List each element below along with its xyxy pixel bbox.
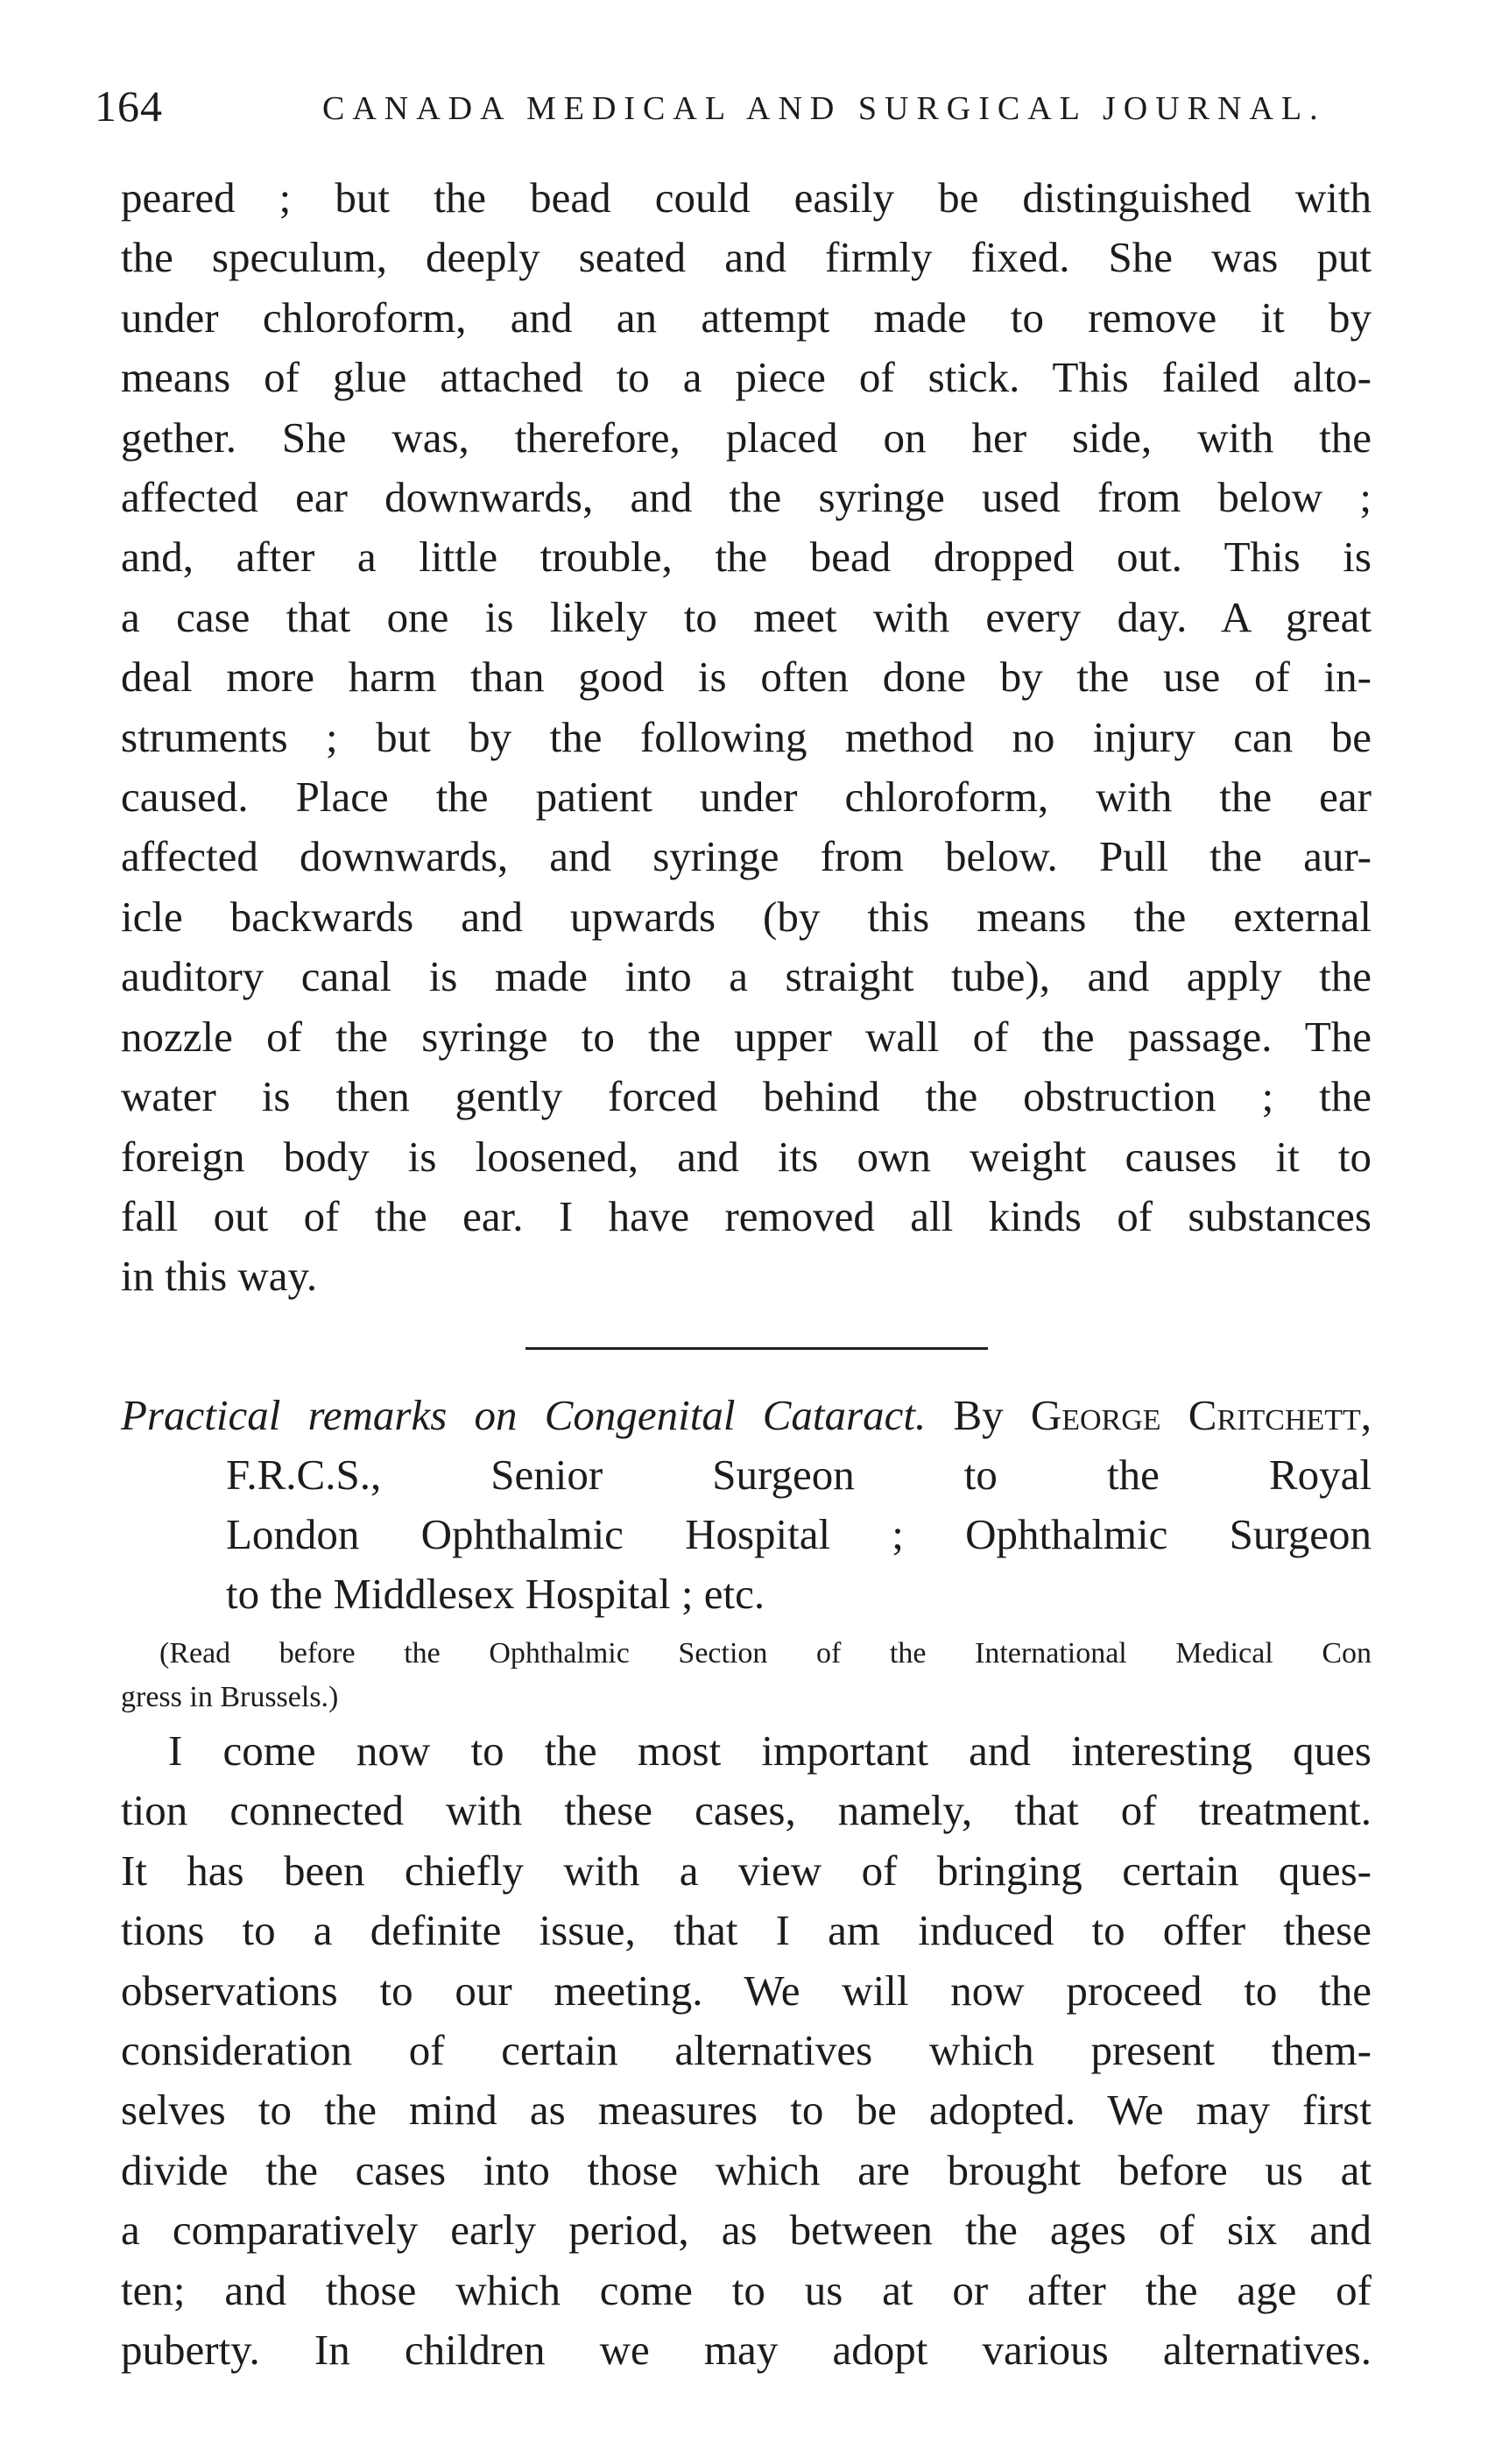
text-line: deal more harm than good is often done by the use of in- (121, 653, 1372, 702)
text-line: It has been chiefly with a view of bringing certain ques- (121, 1846, 1372, 1895)
text-line: water is then gently forced behind the obstruction ; the (121, 1072, 1372, 1121)
article-heading (121, 1386, 1372, 1624)
text-line: affected downwards, and syringe from below. Pull the aur- (121, 832, 1372, 881)
text-line: fall out of the ear. I have removed all kinds of substances (121, 1191, 1372, 1240)
text-line: ten; and those which come to us at or after the age of (121, 2265, 1372, 2314)
text-line: observations to our meeting. We will now proceed to the (121, 1966, 1372, 2015)
text-line: the speculum, deeply seated and firmly fixed. She was put (121, 233, 1372, 282)
text-line: tions to a definite issue, that I am induced to offer these (121, 1906, 1372, 1955)
text-line: foreign body is loosened, and its own weight causes it to (121, 1132, 1372, 1181)
heading-line: to the Middlesex Hospital ; etc. (226, 1570, 765, 1618)
text-line: divide the cases into those which are brought before us at (121, 2145, 1372, 2194)
article-body (121, 1721, 1372, 2380)
heading-line: F.R.C.S., Senior Surgeon to the Royal (226, 1451, 1372, 1499)
text-line: tion connected with these cases, namely, that of treatment. (121, 1786, 1372, 1835)
text-line: and, after a little trouble, the bead dropped out. This is (121, 533, 1372, 582)
text-line: caused. Place the patient under chloroform, with the ear (121, 773, 1372, 822)
text-line: gether. She was, therefore, placed on her side, with the (121, 413, 1372, 462)
text-line: means of glue attached to a piece of stick. This failed alto- (121, 353, 1372, 402)
journal-title: CANADA MEDICAL AND SURGICAL JOURNAL. (322, 90, 1326, 127)
text-line: affected ear downwards, and the syringe used from below ; (121, 473, 1372, 522)
text-line: in this way. (121, 1252, 318, 1301)
text-line: auditory canal is made into a straight tube), and apply the (121, 952, 1372, 1001)
author-name: George Critchett, (1030, 1391, 1372, 1439)
text-line: a comparatively early period, as between the ages of six and (121, 2206, 1372, 2255)
note-line: (Read before the Ophthalmic Section of the International Medical Con (159, 1637, 1372, 1670)
heading-line: London Ophthalmic Hospital ; Ophthalmic Surgeon (226, 1510, 1372, 1558)
text-line: a case that one is likely to meet with every day. A great (121, 592, 1372, 641)
section-divider (525, 1347, 988, 1350)
article-title: Practical remarks on Congenital Cataract. (121, 1391, 927, 1439)
text-line: peared ; but the bead could easily be distinguished with (121, 173, 1372, 222)
running-head (95, 81, 1391, 142)
text-line: consideration of certain alternatives which present them- (121, 2026, 1372, 2075)
heading-line (121, 1386, 1372, 1445)
note-line: gress in Brussels.) (121, 1681, 339, 1713)
text-line: selves to the mind as measures to be adopted. We may first (121, 2086, 1372, 2135)
text-line: nozzle of the syringe to the upper wall of the passage. The (121, 1012, 1372, 1061)
page-number: 164 (95, 81, 163, 131)
previous-article-text (121, 168, 1372, 1307)
text-line: under chloroform, and an attempt made to remove it by (121, 293, 1372, 342)
text-line: puberty. In children we may adopt various alternatives. (121, 2326, 1372, 2375)
article-note (121, 1632, 1372, 1719)
text-line: struments ; but by the following method no injury can be (121, 712, 1372, 761)
text-line: icle backwards and upwards (by this means the external (121, 892, 1372, 941)
by-label: By (953, 1391, 1004, 1439)
text-line: I come now to the most important and interesting ques (168, 1726, 1372, 1775)
